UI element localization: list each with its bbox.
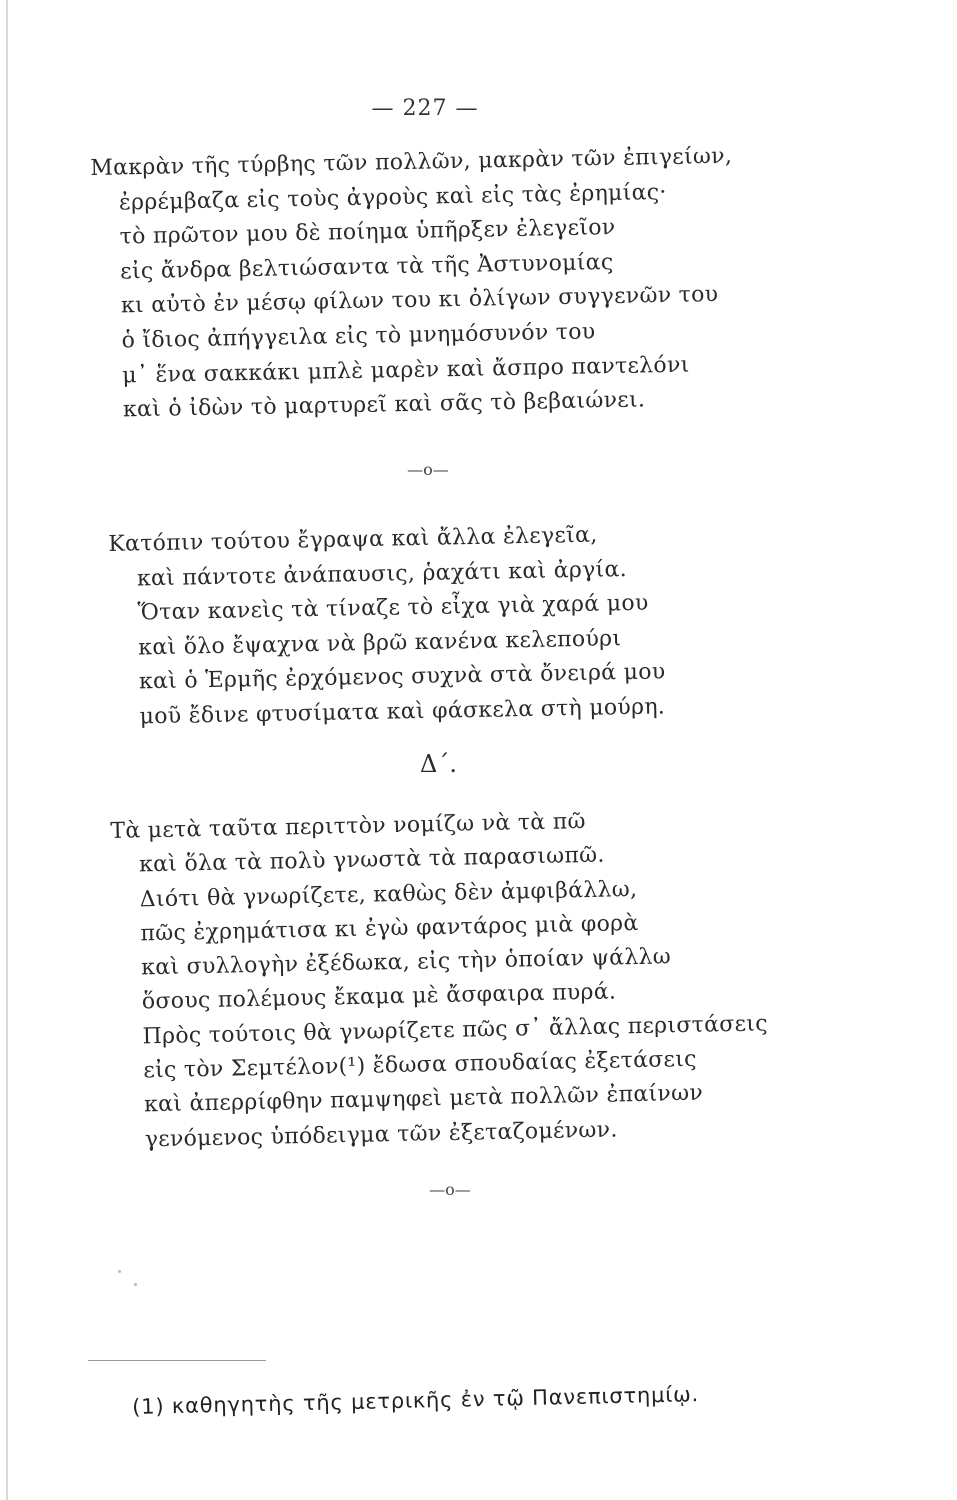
verse-line: Πρὸς τούτοις θὰ γνωρίζετε πῶς σ᾽ ἄλλας περιστάσεις [142,1011,769,1050]
verse-line: καὶ ἀπερρίφθην παμψηφεὶ μετὰ πολλῶν ἐπαίνων [143,1081,704,1118]
verse-line: καὶ συλλογὴν ἐξέδωκα, εἰς τὴν ὁποίαν ψάλλω [140,944,672,981]
print-speck [134,1283,137,1286]
verse-line: Μακρὰν τῆς τύρβης τῶν πολλῶν, μακρὰν τῶν ἐπιγείων, [90,143,733,181]
verse-line: καὶ ὅλα τὰ πολὺ γνωστὰ τὰ παρασιωπῶ. [138,842,605,878]
page-number: — 227 — [371,96,479,121]
page-edge-line [6,0,8,1500]
print-speck [118,1270,121,1273]
verse-line: καὶ πάντοτε ἀνάπαυσις, ῥαχάτι καὶ ἀργία. [136,556,628,592]
verse-line: Ὅταν κανεὶς τὰ τίναζε τὸ εἶχα γιὰ χαρά μου [137,590,649,626]
stanza-separator: —o— [407,460,449,479]
verse-line: πῶς ἐχρημάτισα κι ἐγὼ φαντάρος μιὰ φορὰ [140,910,639,947]
footnote: (1) καθηγητὴς τῆς μετρικῆς ἐν τῷ Πανεπιστημίῳ. [132,1382,700,1419]
verse-line: ἐρρέμβαζα εἰς τοὺς ἀγροὺς καὶ εἰς τὰς ἐρημίας· [118,179,667,216]
verse-line: μοῦ ἔδινε φτυσίματα καὶ φάσκελα στὴ μούρη. [139,694,666,730]
verse-line: γενόμενος ὑπόδειγμα τῶν ἐξεταζομένων. [144,1117,618,1153]
verse-line: μ᾽ ἕνα σακκάκι μπλὲ μαρὲν καὶ ἄσπρο παντελόνι [122,352,690,388]
verse-line: εἰς ἄνδρα βελτιώσαντα τὰ τῆς Ἀστυνομίας [120,249,614,285]
section-heading: Δ΄. [420,750,457,778]
verse-line: ὅσους πολέμους ἔκαμα μὲ ἄσφαιρα πυρά. [141,979,617,1015]
verse-line: κι αὐτὸ ἐν μέσῳ φίλων του κι ὀλίγων συγγενῶν του [120,282,719,319]
stanza-2 [108,517,666,735]
stanza-1 [90,140,737,429]
footnote-rule [88,1360,266,1361]
verse-line: Κατόπιν τούτου ἔγραψα καὶ ἄλλα ἐλεγεῖα, [108,522,598,557]
verse-line: καὶ ὅλο ἔψαχνα νὰ βρῶ κανένα κελεπούρι [138,625,622,661]
verse-line: καὶ ὁ ἰδὼν τὸ μαρτυρεῖ καὶ σᾶς τὸ βεβαιώνει. [122,387,646,423]
stanza-separator: —o— [429,1180,471,1199]
verse-line: Τὰ μετὰ ταῦτα περιττὸν νομίζω νὰ τὰ πῶ [110,809,586,844]
verse-line: καὶ ὁ Ἑρμῆς ἐρχόμενος συχνὰ στὰ ὄνειρά μου [138,659,666,695]
verse-line: Διότι θὰ γνωρίζετε, καθὼς δὲν ἀμφιβάλλω, [139,876,638,912]
verse-line: εἰς τὸν Σεμτέλον(¹) ἔδωσα σπουδαίας ἐξετάσεις [143,1046,698,1084]
stanza-3 [110,801,770,1158]
verse-line: ὁ ἴδιος ἀπήγγειλα εἰς τὸ μνημόσυνόν του [121,319,596,354]
verse-line: τὸ πρῶτον μου δὲ ποίημα ὑπῆρξεν ἐλεγεῖον [119,215,616,250]
